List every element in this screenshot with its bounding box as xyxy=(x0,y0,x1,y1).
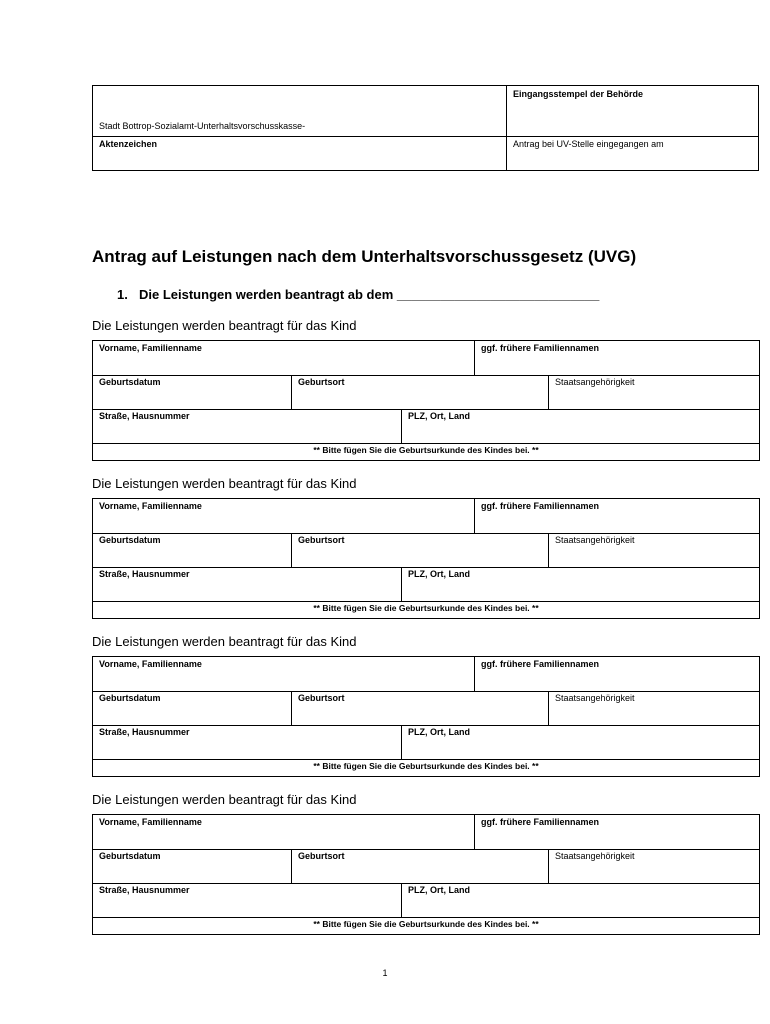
row-divider xyxy=(93,917,759,918)
child-birth-place-field[interactable]: Geburtsort xyxy=(298,851,345,861)
child-2-heading: Die Leistungen werden beantragt für das Kind xyxy=(92,476,357,491)
child-4-heading: Die Leistungen werden beantragt für das Kind xyxy=(92,792,357,807)
col-divider xyxy=(291,849,292,883)
row-divider xyxy=(93,883,759,884)
child-city-field[interactable]: PLZ, Ort, Land xyxy=(408,727,470,737)
col-divider xyxy=(401,725,402,759)
authority-header-table xyxy=(92,85,759,171)
col-divider xyxy=(291,533,292,567)
birth-certificate-note: ** Bitte fügen Sie die Geburtsurkunde des Kindes bei. ** xyxy=(313,919,539,929)
col-divider xyxy=(401,883,402,917)
child-4-table xyxy=(92,814,760,935)
form-title: Antrag auf Leistungen nach dem Unterhaltsvorschussgesetz (UVG) xyxy=(92,247,637,266)
child-city-field[interactable]: PLZ, Ort, Land xyxy=(408,411,470,421)
birth-certificate-note: ** Bitte fügen Sie die Geburtsurkunde des Kindes bei. ** xyxy=(313,603,539,613)
row-divider xyxy=(93,567,759,568)
row-divider xyxy=(93,533,759,534)
row-divider xyxy=(93,725,759,726)
header-divider-horizontal xyxy=(93,136,758,137)
stamp-label: Eingangsstempel der Behörde xyxy=(513,89,644,99)
col-divider xyxy=(401,567,402,601)
child-birth-date-field[interactable]: Geburtsdatum xyxy=(99,377,161,387)
page-number: 1 xyxy=(382,968,388,978)
child-former-names-field[interactable]: ggf. frühere Familiennamen xyxy=(481,817,600,827)
child-name-field[interactable]: Vorname, Familienname xyxy=(99,659,202,669)
col-divider xyxy=(474,341,475,375)
child-former-names-field[interactable]: ggf. frühere Familiennamen xyxy=(481,501,600,511)
row-divider xyxy=(93,691,759,692)
col-divider xyxy=(401,409,402,443)
row-divider xyxy=(93,375,759,376)
child-birth-date-field[interactable]: Geburtsdatum xyxy=(99,535,161,545)
child-birth-date-field[interactable]: Geburtsdatum xyxy=(99,693,161,703)
child-street-field[interactable]: Straße, Hausnummer xyxy=(99,411,190,421)
row-divider xyxy=(93,443,759,444)
child-birth-place-field[interactable]: Geburtsort xyxy=(298,377,345,387)
col-divider xyxy=(548,533,549,567)
child-name-field[interactable]: Vorname, Familienname xyxy=(99,501,202,511)
header-divider-vertical xyxy=(506,86,507,170)
child-city-field[interactable]: PLZ, Ort, Land xyxy=(408,885,470,895)
col-divider xyxy=(474,657,475,691)
col-divider xyxy=(548,375,549,409)
child-name-field[interactable]: Vorname, Familienname xyxy=(99,817,202,827)
child-birth-place-field[interactable]: Geburtsort xyxy=(298,693,345,703)
child-1-heading: Die Leistungen werden beantragt für das Kind xyxy=(92,318,357,333)
col-divider xyxy=(474,499,475,533)
birth-certificate-note: ** Bitte fügen Sie die Geburtsurkunde des Kindes bei. ** xyxy=(313,761,539,771)
child-former-names-field[interactable]: ggf. frühere Familiennamen xyxy=(481,659,600,669)
child-street-field[interactable]: Straße, Hausnummer xyxy=(99,885,190,895)
child-1-table xyxy=(92,340,760,461)
row-divider xyxy=(93,409,759,410)
child-nationality-field[interactable]: Staatsangehörigkeit xyxy=(555,535,635,545)
child-street-field[interactable]: Straße, Hausnummer xyxy=(99,569,190,579)
child-city-field[interactable]: PLZ, Ort, Land xyxy=(408,569,470,579)
child-nationality-field[interactable]: Staatsangehörigkeit xyxy=(555,851,635,861)
child-3-table xyxy=(92,656,760,777)
received-date-label: Antrag bei UV-Stelle eingegangen am xyxy=(513,139,664,149)
child-nationality-field[interactable]: Staatsangehörigkeit xyxy=(555,693,635,703)
section-1-number: 1. xyxy=(117,287,128,302)
section-1-heading xyxy=(117,287,599,303)
row-divider xyxy=(93,849,759,850)
birth-certificate-note: ** Bitte fügen Sie die Geburtsurkunde des Kindes bei. ** xyxy=(313,445,539,455)
file-reference-label: Aktenzeichen xyxy=(99,139,158,149)
col-divider xyxy=(291,375,292,409)
child-street-field[interactable]: Straße, Hausnummer xyxy=(99,727,190,737)
child-name-field[interactable]: Vorname, Familienname xyxy=(99,343,202,353)
row-divider xyxy=(93,601,759,602)
child-2-table xyxy=(92,498,760,619)
col-divider xyxy=(291,691,292,725)
child-nationality-field[interactable]: Staatsangehörigkeit xyxy=(555,377,635,387)
child-former-names-field[interactable]: ggf. frühere Familiennamen xyxy=(481,343,600,353)
authority-name: Stadt Bottrop-Sozialamt-Unterhaltsvorschusskasse- xyxy=(99,121,306,131)
child-birth-place-field[interactable]: Geburtsort xyxy=(298,535,345,545)
col-divider xyxy=(548,691,549,725)
child-3-heading: Die Leistungen werden beantragt für das Kind xyxy=(92,634,357,649)
row-divider xyxy=(93,759,759,760)
col-divider xyxy=(548,849,549,883)
child-birth-date-field[interactable]: Geburtsdatum xyxy=(99,851,161,861)
section-1-text: Die Leistungen werden beantragt ab dem ____________________________ xyxy=(139,287,600,302)
col-divider xyxy=(474,815,475,849)
